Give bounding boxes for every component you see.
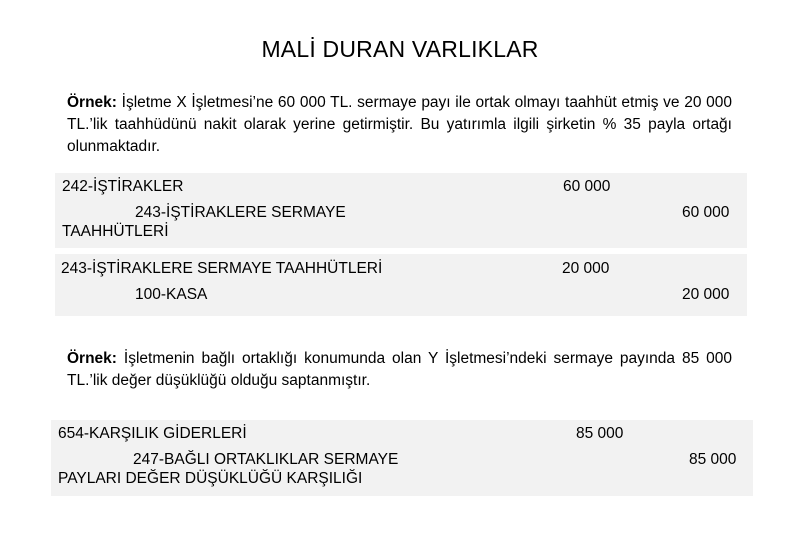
credit-amount: 20 000 bbox=[682, 286, 730, 303]
debit-amount: 85 000 bbox=[576, 425, 624, 442]
debit-account: 242-İŞTİRAKLER bbox=[62, 178, 184, 195]
debit-amount: 20 000 bbox=[562, 260, 610, 277]
credit-account: 243-İŞTİRAKLERE SERMAYE TAAHHÜTLERİ bbox=[62, 204, 346, 240]
debit-account: 654-KARŞILIK GİDERLERİ bbox=[58, 425, 247, 442]
page-title: MALİ DURAN VARLIKLAR bbox=[261, 36, 539, 62]
credit-amount: 85 000 bbox=[689, 451, 737, 468]
journal-entry-3 bbox=[51, 420, 753, 496]
credit-account: 100-KASA bbox=[135, 286, 208, 303]
example-label: Örnek: bbox=[67, 350, 117, 367]
credit-account: 247-BAĞLI ORTAKLIKLAR SERMAYE PAYLARI DEĞER DÜŞÜKLÜĞÜ KARŞILIĞI bbox=[58, 451, 399, 487]
example-paragraph-2 bbox=[67, 348, 732, 392]
debit-amount: 60 000 bbox=[563, 178, 611, 195]
example-text: İşletmenin bağlı ortaklığı konumunda olan Y İşletmesi’ndeki sermaye payında 85 000 TL.’lik değer düşüklüğü olduğu saptanmıştır. bbox=[67, 350, 732, 389]
example-paragraph-1 bbox=[67, 92, 732, 158]
debit-account: 243-İŞTİRAKLERE SERMAYE TAAHHÜTLERİ bbox=[61, 260, 383, 277]
journal-entry-1 bbox=[55, 173, 747, 248]
example-text: İşletme X İşletmesi’ne 60 000 TL. sermaye payı ile ortak olmayı taahhüt etmiş ve 20 000 TL.’lik taahhüdünü nakit olarak yerine getirmiştir. Bu yatırımla ilgili şirketin % 35 payla ortağı olunmaktadır. bbox=[67, 94, 733, 155]
credit-amount: 60 000 bbox=[682, 204, 730, 221]
example-label: Örnek: bbox=[67, 94, 117, 111]
journal-entry-2 bbox=[55, 254, 747, 316]
